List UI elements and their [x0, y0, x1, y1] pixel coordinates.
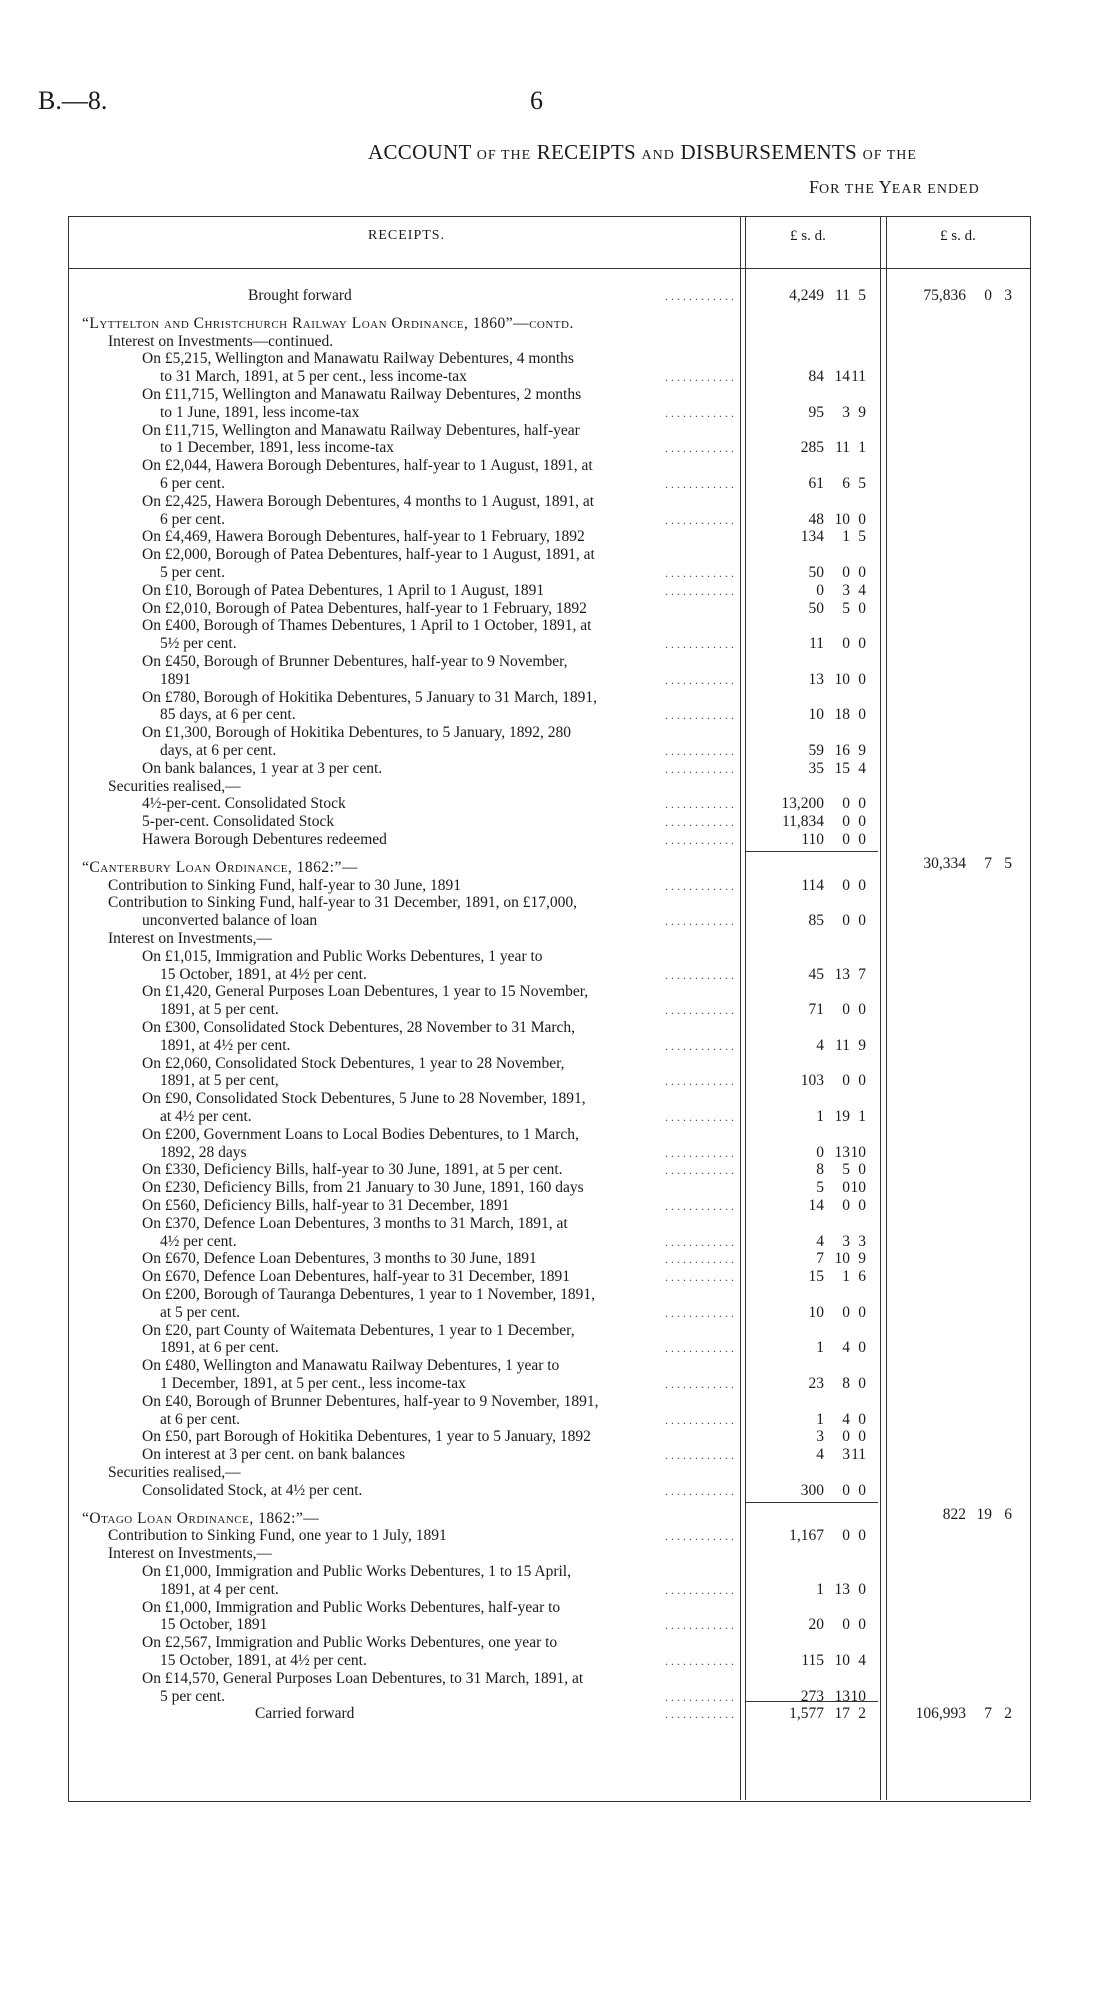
leader-dots: . . . . . . . . . . . . [665, 1163, 734, 1178]
amount-d: 9 [858, 403, 866, 421]
amount-l: 45 [808, 965, 824, 983]
amount-d: 0 [858, 1527, 866, 1545]
row-text: On £2,567, Immigration and Public Works Debentures, one year to [142, 1634, 558, 1652]
row-text: 15 October, 1891 [160, 1616, 268, 1634]
subtotal-rule [746, 1502, 878, 1503]
row-text: days, at 6 per cent. [160, 742, 277, 759]
leader-dots: . . . . . . . . . . . . [665, 1074, 734, 1089]
amount-d: 7 [858, 965, 866, 983]
amount-d: 5 [858, 287, 866, 304]
amount-d: 1 [858, 1108, 866, 1125]
row-text: On £20, part County of Waitemata Debentures, 1 year to 1 December, [142, 1321, 575, 1339]
row-text: On £90, Consolidated Stock Debentures, 5 June to 28 November, 1891, [142, 1090, 586, 1108]
amount-d: 0 [858, 1428, 866, 1446]
amount-s: 5 [842, 1161, 850, 1179]
amount-l: 15 [808, 1268, 824, 1286]
amount-s: 0 [842, 1527, 850, 1545]
amount-l: 4 [816, 1232, 824, 1250]
amount-l: 4,249 [789, 287, 824, 304]
amount-d: 0 [858, 564, 866, 581]
row-text: On £11,715, Wellington and Manawatu Railway Debentures, 2 months [142, 386, 582, 403]
receipts-heading: RECEIPTS. [368, 228, 446, 243]
leader-dots: . . . . . . . . . . . . [665, 1412, 734, 1427]
row-text: Interest on Investments,— [108, 930, 273, 947]
row-text: On £230, Deficiency Bills, from 21 January to 30 June, 1891, 160 days [142, 1179, 584, 1197]
leader-dots: . . . . . . . . . . . . [665, 967, 734, 982]
row-text: On £1,000, Immigration and Public Works Debentures, half-year to [142, 1598, 561, 1616]
leader-dots: . . . . . . . . . . . . [665, 878, 734, 893]
amount-d: 2 [858, 1705, 866, 1723]
amount-s: 0 [842, 635, 850, 653]
amount-s: 0 [842, 564, 850, 581]
row-text: “Otago Loan Ordinance, 1862:”— [82, 1509, 320, 1527]
amount-s: 0 [842, 912, 850, 930]
amount-d: 0 [858, 1161, 866, 1179]
amount-d: 10 [850, 1143, 866, 1161]
amount-l: 134 [800, 528, 824, 546]
row-text: On £200, Government Loans to Local Bodies Debentures, to 1 March, [142, 1125, 579, 1143]
amount-s: 0 [842, 1197, 850, 1214]
amount-d: 0 [858, 912, 866, 930]
ledger-row [0, 830, 1114, 850]
subtotal-rule [746, 851, 878, 852]
amount-d: 4 [858, 581, 866, 599]
amount-s: 0 [842, 1303, 850, 1321]
amount-s: 0 [842, 1179, 850, 1197]
amount-s: 10 [834, 510, 850, 528]
leader-dots: . . . . . . . . . . . . [665, 815, 734, 830]
leader-dots: . . . . . . . . . . . . [665, 566, 734, 580]
amount-d: 9 [858, 1036, 866, 1054]
amount-s: 10 [834, 1250, 850, 1268]
amount-s: 8 [842, 1375, 850, 1392]
row-text: 1891, at 5 per cent, [160, 1072, 279, 1090]
row-text: On £670, Defence Loan Debentures, 3 months to 30 June, 1891 [142, 1250, 537, 1268]
amount-d: 0 [858, 813, 866, 831]
amount-S: 7 [984, 855, 992, 872]
row-text: Securities realised,— [108, 777, 241, 795]
amount-l: 95 [808, 403, 824, 421]
amount-D: 3 [1004, 287, 1012, 304]
amount-s: 3 [842, 581, 850, 599]
row-text: On interest at 3 per cent. on bank balances [142, 1446, 405, 1464]
amount-d: 0 [858, 1580, 866, 1598]
col1-heading: £ s. d. [790, 228, 826, 244]
row-text: On £2,425, Hawera Borough Debentures, 4 months to 1 August, 1891, at [142, 492, 595, 510]
leader-dots: . . . . . . . . . . . . [665, 833, 734, 847]
row-text: unconverted balance of loan [142, 912, 318, 930]
amount-s: 4 [842, 1410, 850, 1428]
row-text: 1892, 28 days [160, 1143, 247, 1161]
amount-s: 19 [834, 1108, 850, 1125]
amount-d: 0 [858, 1339, 866, 1357]
leader-dots: . . . . . . . . . . . . [665, 914, 734, 929]
amount-d: 0 [858, 876, 866, 894]
ledger-row [0, 1704, 1114, 1724]
leader-dots: . . . . . . . . . . . . [665, 1003, 734, 1018]
row-text: On £4,469, Hawera Borough Debentures, half-year to 1 February, 1892 [142, 528, 585, 546]
row-text: to 1 December, 1891, less income-tax [160, 439, 394, 457]
amount-s: 5 [842, 599, 850, 617]
amount-s: 13 [834, 1143, 850, 1161]
row-text: On £2,044, Hawera Borough Debentures, half-year to 1 August, 1891, at [142, 457, 593, 475]
leader-dots: . . . . . . . . . . . . [665, 1448, 734, 1463]
amount-s: 10 [834, 670, 850, 688]
amount-l: 1,577 [789, 1705, 824, 1723]
row-text: On £560, Deficiency Bills, half-year to 31 December, 1891 [142, 1197, 510, 1214]
page-number: 6 [530, 86, 543, 115]
amount-s: 0 [842, 831, 850, 848]
amount-L: 30,334 [923, 855, 966, 872]
amount-L: 106,993 [915, 1705, 966, 1723]
amount-l: 23 [808, 1375, 824, 1392]
leader-dots: . . . . . . . . . . . . [665, 1707, 734, 1722]
amount-d: 5 [858, 528, 866, 546]
row-text: On £1,000, Immigration and Public Works Debentures, 1 to 15 April, [142, 1563, 571, 1580]
amount-d: 0 [858, 1072, 866, 1090]
amount-d: 3 [858, 1232, 866, 1250]
row-text: On £480, Wellington and Manawatu Railway Debentures, 1 year to [142, 1357, 560, 1375]
row-text: On £11,715, Wellington and Manawatu Railway Debentures, half-year [142, 421, 580, 439]
row-text: On £780, Borough of Hokitika Debentures, 5 January to 31 March, 1891, [142, 688, 598, 706]
amount-d: 0 [858, 795, 866, 813]
row-text: Securities realised,— [108, 1464, 241, 1481]
amount-d: 11 [851, 368, 866, 386]
row-text: On £14,570, General Purposes Loan Debentures, to 31 March, 1891, at [142, 1669, 584, 1687]
amount-l: 4 [816, 1036, 824, 1054]
row-text: On £50, part Borough of Hokitika Debentures, 1 year to 5 January, 1892 [142, 1428, 591, 1446]
row-text: On £400, Borough of Thames Debentures, 1 April to 1 October, 1891, at [142, 617, 592, 635]
row-text: to 1 June, 1891, less income-tax [160, 403, 360, 421]
col2-heading: £ s. d. [940, 228, 976, 244]
row-text: 1891 [160, 670, 191, 688]
leader-dots: . . . . . . . . . . . . [665, 672, 734, 687]
amount-l: 115 [801, 1652, 824, 1669]
row-text: 15 October, 1891, at 4½ per cent. [160, 965, 367, 983]
row-text: On £1,420, General Purposes Loan Debentures, 1 year to 15 November, [142, 983, 589, 1001]
row-text: 6 per cent. [160, 510, 225, 528]
amount-s: 13 [834, 1687, 850, 1705]
amount-l: 4 [816, 1446, 824, 1464]
amount-d: 10 [850, 1179, 866, 1197]
amount-l: 71 [808, 1001, 824, 1019]
amount-l: 84 [808, 368, 824, 386]
amount-d: 0 [858, 1197, 866, 1214]
amount-D: 5 [1004, 855, 1012, 872]
amount-d: 10 [850, 1687, 866, 1705]
amount-l: 13 [808, 670, 824, 688]
amount-d: 1 [858, 439, 866, 457]
row-text: 1891, at 6 per cent. [160, 1339, 279, 1357]
row-text: On £370, Defence Loan Debentures, 3 months to 31 March, 1891, at [142, 1214, 568, 1232]
row-text: On £40, Borough of Brunner Debentures, half-year to 9 November, 1891, [142, 1392, 599, 1410]
row-text: On bank balances, 1 year at 3 per cent. [142, 759, 383, 777]
amount-l: 285 [800, 439, 824, 457]
amount-s: 11 [835, 439, 850, 457]
amount-d: 0 [858, 1410, 866, 1428]
amount-l: 1,167 [789, 1527, 824, 1545]
leader-dots: . . . . . . . . . . . . [665, 1483, 734, 1498]
leader-dots: . . . . . . . . . . . . [665, 1145, 734, 1160]
leader-dots: . . . . . . . . . . . . [665, 1305, 734, 1320]
row-text: On £300, Consolidated Stock Debentures, 28 November to 31 March, [142, 1019, 576, 1036]
amount-d: 0 [858, 1001, 866, 1019]
leader-dots: . . . . . . . . . . . . [665, 761, 734, 776]
row-text: On £200, Borough of Tauranga Debentures, 1 year to 1 November, 1891, [142, 1286, 595, 1303]
amount-l: 35 [808, 759, 824, 777]
amount-L: 822 [942, 1505, 966, 1523]
amount-s: 16 [834, 742, 850, 759]
leader-dots: . . . . . . . . . . . . [665, 1689, 734, 1704]
amount-d: 9 [858, 742, 866, 759]
row-text: Interest on Investments—continued. [108, 332, 334, 350]
leader-dots: . . . . . . . . . . . . [665, 708, 734, 723]
amount-l: 1 [816, 1108, 824, 1125]
amount-l: 20 [808, 1616, 824, 1634]
amount-d: 4 [858, 1652, 866, 1669]
amount-s: 0 [842, 1616, 850, 1634]
amount-d: 9 [858, 1250, 866, 1268]
leader-dots: . . . . . . . . . . . . [665, 441, 734, 456]
row-text: Interest on Investments,— [108, 1545, 273, 1563]
amount-l: 273 [800, 1687, 824, 1705]
amount-l: 300 [800, 1481, 824, 1499]
row-text: 1891, at 5 per cent. [160, 1001, 279, 1019]
leader-dots: . . . . . . . . . . . . [665, 1618, 734, 1633]
leader-dots: . . . . . . . . . . . . [665, 370, 734, 385]
amount-d: 6 [858, 1268, 866, 1286]
leader-dots: . . . . . . . . . . . . [665, 1234, 734, 1249]
amount-s: 0 [842, 1481, 850, 1499]
row-text: 5 per cent. [160, 564, 225, 581]
page-title: ACCOUNT OF THE RECEIPTS AND DISBURSEMENTS OF THE [368, 140, 917, 164]
amount-s: 1 [842, 1268, 850, 1286]
amount-d: 5 [858, 475, 866, 492]
ledger-row [0, 286, 1114, 306]
row-text: 5½ per cent. [160, 635, 237, 653]
ledger-row [0, 1481, 1114, 1501]
amount-l: 11 [809, 635, 824, 653]
amount-d: 0 [858, 635, 866, 653]
page-subtitle: FOR THE YEAR ENDED [809, 177, 980, 197]
row-text: Contribution to Sinking Fund, half-year to 31 December, 1891, on £17,000, [108, 894, 578, 912]
amount-l: 0 [816, 581, 824, 599]
page-ref: B.—8. [38, 86, 108, 115]
amount-d: 0 [858, 1303, 866, 1321]
row-text: On £10, Borough of Patea Debentures, 1 April to 1 August, 1891 [142, 581, 545, 599]
amount-d: 0 [858, 670, 866, 688]
amount-l: 3 [816, 1428, 824, 1446]
amount-l: 11,834 [781, 813, 824, 831]
amount-d: 4 [858, 759, 866, 777]
amount-d: 0 [858, 706, 866, 724]
row-text: Brought forward [248, 287, 352, 304]
row-text: Contribution to Sinking Fund, one year to 1 July, 1891 [108, 1527, 447, 1545]
amount-d: 0 [858, 1616, 866, 1634]
row-text: On £1,015, Immigration and Public Works Debentures, 1 year to [142, 947, 543, 965]
row-text: On £2,010, Borough of Patea Debentures, half-year to 1 February, 1892 [142, 599, 587, 617]
amount-s: 10 [834, 1652, 850, 1669]
amount-l: 8 [816, 1161, 824, 1179]
row-text: On £670, Defence Loan Debentures, half-year to 31 December, 1891 [142, 1268, 571, 1286]
row-text: On £1,300, Borough of Hokitika Debentures, to 5 January, 1892, 280 [142, 724, 572, 742]
amount-s: 13 [834, 1580, 850, 1598]
amount-s: 18 [834, 706, 850, 724]
amount-s: 1 [842, 528, 850, 546]
leader-dots: . . . . . . . . . . . . [665, 1529, 734, 1544]
amount-l: 7 [816, 1250, 824, 1268]
amount-l: 10 [808, 1303, 824, 1321]
amount-s: 0 [842, 1072, 850, 1090]
amount-s: 17 [834, 1705, 850, 1723]
amount-d: 0 [858, 510, 866, 528]
amount-l: 59 [808, 742, 824, 759]
row-text: On £450, Borough of Brunner Debentures, half-year to 9 November, [142, 653, 568, 670]
leader-dots: . . . . . . . . . . . . [665, 477, 734, 491]
amount-S: 7 [984, 1705, 992, 1723]
row-text: 6 per cent. [160, 475, 225, 492]
leader-dots: . . . . . . . . . . . . [665, 512, 734, 527]
amount-L: 75,836 [923, 287, 966, 304]
row-text: 1891, at 4 per cent. [160, 1580, 279, 1598]
header-rule [68, 268, 1030, 269]
row-text: On £2,000, Borough of Patea Debentures, half-year to 1 August, 1891, at [142, 546, 595, 564]
amount-s: 13 [834, 965, 850, 983]
amount-l: 1 [816, 1410, 824, 1428]
row-text: at 6 per cent. [160, 1410, 241, 1428]
row-text: On £2,060, Consolidated Stock Debentures, 1 year to 28 November, [142, 1054, 565, 1072]
amount-s: 4 [842, 1339, 850, 1357]
leader-dots: . . . . . . . . . . . . [665, 1654, 734, 1668]
row-text: 5 per cent. [160, 1687, 225, 1705]
amount-s: 11 [835, 287, 850, 304]
amount-l: 50 [808, 599, 824, 617]
row-text: Contribution to Sinking Fund, half-year to 30 June, 1891 [108, 876, 462, 894]
amount-l: 14 [808, 1197, 824, 1214]
amount-s: 3 [842, 1232, 850, 1250]
leader-dots: . . . . . . . . . . . . [665, 1377, 734, 1391]
amount-s: 0 [842, 876, 850, 894]
amount-s: 0 [842, 795, 850, 813]
amount-D: 6 [1004, 1505, 1012, 1523]
row-text: Consolidated Stock, at 4½ per cent. [142, 1481, 363, 1499]
leader-dots: . . . . . . . . . . . . [665, 797, 734, 812]
row-text: at 4½ per cent. [160, 1108, 252, 1125]
amount-d: 0 [858, 831, 866, 848]
amount-s: 3 [842, 403, 850, 421]
amount-s: 0 [842, 813, 850, 831]
amount-d: 0 [858, 1375, 866, 1392]
amount-d: 0 [858, 1481, 866, 1499]
leader-dots: . . . . . . . . . . . . [665, 1199, 734, 1213]
row-text: 85 days, at 6 per cent. [160, 706, 296, 724]
row-text: 1 December, 1891, at 5 per cent., less income-tax [160, 1375, 466, 1392]
row-text: “Canterbury Loan Ordinance, 1862:”— [82, 858, 358, 876]
amount-l: 85 [808, 912, 824, 930]
amount-l: 48 [808, 510, 824, 528]
amount-s: 0 [842, 1001, 850, 1019]
total-rule [746, 1701, 878, 1702]
leader-dots: . . . . . . . . . . . . [665, 1252, 734, 1267]
row-text: On £330, Deficiency Bills, half-year to 30 June, 1891, at 5 per cent. [142, 1161, 563, 1179]
row-text: 4½ per cent. [160, 1232, 237, 1250]
amount-d: 11 [851, 1446, 866, 1464]
amount-D: 2 [1004, 1705, 1012, 1723]
leader-dots: . . . . . . . . . . . . [665, 583, 734, 598]
row-text: 4½-per-cent. Consolidated Stock [142, 795, 346, 813]
amount-l: 50 [808, 564, 824, 581]
amount-s: 11 [835, 1036, 850, 1054]
row-text: Hawera Borough Debentures redeemed [142, 831, 387, 848]
row-text: 1891, at 4½ per cent. [160, 1036, 291, 1054]
amount-l: 103 [800, 1072, 824, 1090]
amount-l: 5 [816, 1179, 824, 1197]
leader-dots: . . . . . . . . . . . . [665, 1341, 734, 1356]
row-text: Carried forward [255, 1705, 355, 1723]
amount-s: 6 [842, 475, 850, 492]
leader-dots: . . . . . . . . . . . . [665, 1582, 734, 1597]
row-text: 15 October, 1891, at 4½ per cent. [160, 1652, 367, 1669]
amount-s: 0 [842, 1428, 850, 1446]
amount-l: 110 [801, 831, 824, 848]
leader-dots: . . . . . . . . . . . . [665, 405, 734, 420]
amount-S: 19 [976, 1505, 992, 1523]
row-text: to 31 March, 1891, at 5 per cent., less income-tax [160, 368, 467, 386]
amount-d: 0 [858, 599, 866, 617]
amount-l: 1 [816, 1339, 824, 1357]
leader-dots: . . . . . . . . . . . . [665, 744, 734, 758]
amount-l: 114 [801, 876, 824, 894]
row-text: On £5,215, Wellington and Manawatu Railway Debentures, 4 months [142, 350, 574, 368]
amount-l: 13,200 [781, 795, 824, 813]
amount-l: 0 [816, 1143, 824, 1161]
leader-dots: . . . . . . . . . . . . [665, 1110, 734, 1124]
leader-dots: . . . . . . . . . . . . [665, 637, 734, 652]
leader-dots: . . . . . . . . . . . . [665, 1038, 734, 1053]
row-text: at 5 per cent. [160, 1303, 241, 1321]
row-text: 5-per-cent. Consolidated Stock [142, 813, 335, 831]
amount-s: 15 [834, 759, 850, 777]
row-text: “Lyttelton and Christchurch Railway Loan Ordinance, 1860”—contd. [82, 314, 574, 332]
leader-dots: . . . . . . . . . . . . [665, 289, 734, 303]
amount-s: 3 [842, 1446, 850, 1464]
amount-s: 14 [834, 368, 850, 386]
amount-l: 10 [808, 706, 824, 724]
leader-dots: . . . . . . . . . . . . [665, 1270, 734, 1285]
amount-l: 1 [816, 1580, 824, 1598]
amount-l: 61 [808, 475, 824, 492]
amount-S: 0 [984, 287, 992, 304]
